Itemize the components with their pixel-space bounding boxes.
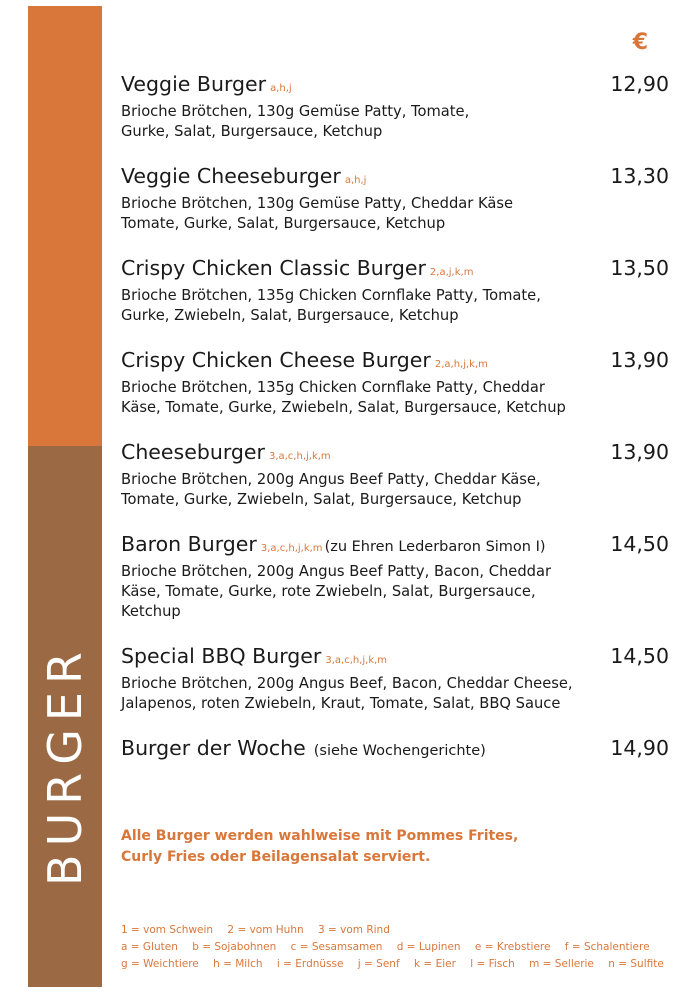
legend-row	[121, 922, 675, 939]
item-description	[121, 562, 591, 622]
legend-entry: b = Sojabohnen	[192, 941, 277, 953]
legend-entry: 2 = vom Huhn	[227, 924, 304, 936]
item-allergens: 2,a,j,k,m	[429, 267, 474, 278]
menu-item	[121, 164, 669, 234]
menu-item	[121, 644, 669, 714]
menu-item	[121, 256, 669, 326]
item-name: Crispy Chicken Cheese Burger	[121, 348, 431, 372]
description-line: Brioche Brötchen, 130g Gemüse Patty, Cheddar Käse	[121, 195, 514, 212]
item-price: 14,50	[610, 644, 669, 668]
item-name: Cheeseburger	[121, 440, 265, 464]
description-line: Brioche Brötchen, 130g Gemüse Patty, Tomate,	[121, 103, 470, 120]
item-description	[121, 470, 591, 510]
description-line: Tomate, Gurke, Zwiebeln, Salat, Burgersauce, Ketchup	[121, 491, 522, 508]
description-line: Brioche Brötchen, 200g Angus Beef Patty, Cheddar Käse,	[121, 471, 541, 488]
legend-entry: d = Lupinen	[396, 941, 461, 953]
sidebar-band-top	[28, 6, 102, 446]
menu-items	[121, 72, 669, 785]
item-description	[121, 378, 591, 418]
legend-entry: c = Sesamsamen	[290, 941, 383, 953]
legend-entry: f = Schalentiere	[564, 941, 650, 953]
menu-item	[121, 348, 669, 418]
legend-entry: i = Erdnüsse	[276, 958, 344, 970]
description-line: Käse, Tomate, Gurke, Zwiebeln, Salat, Burgersauce, Ketchup	[121, 399, 566, 416]
legend-entry: a = Gluten	[121, 941, 178, 953]
sidebar-title: BURGER	[38, 644, 92, 886]
menu-item	[121, 440, 669, 510]
menu-item	[121, 736, 669, 763]
legend-entry: j = Senf	[357, 958, 400, 970]
item-allergens: 2,a,h,j,k,m	[434, 359, 488, 370]
description-line: Gurke, Zwiebeln, Salat, Burgersauce, Ketchup	[121, 307, 459, 324]
description-line: Ketchup	[121, 603, 181, 620]
description-line: Brioche Brötchen, 200g Angus Beef Patty, Bacon, Cheddar	[121, 563, 552, 580]
description-line: Jalapenos, roten Zwiebeln, Kraut, Tomate, Salat, BBQ Sauce	[121, 695, 561, 712]
item-name: Special BBQ Burger	[121, 644, 322, 668]
description-line: Brioche Brötchen, 135g Chicken Cornflake Patty, Cheddar	[121, 379, 545, 396]
item-description	[121, 286, 591, 326]
legend-entry: k = Eier	[414, 958, 456, 970]
item-price: 14,50	[610, 532, 669, 556]
legend-entry: l = Fisch	[470, 958, 515, 970]
menu-item	[121, 72, 669, 142]
menu-item	[121, 532, 669, 622]
item-allergens: a,h,j	[270, 83, 292, 94]
item-description	[121, 194, 591, 234]
item-name: Veggie Burger	[121, 72, 267, 96]
legend-entry: h = Milch	[213, 958, 263, 970]
item-allergens: 3,a,c,h,j,k,m	[268, 451, 331, 462]
legend-row	[121, 939, 675, 956]
item-description	[121, 102, 591, 142]
item-name: Baron Burger	[121, 532, 257, 556]
legend-entry: m = Sellerie	[529, 958, 594, 970]
description-line: Käse, Tomate, Gurke, rote Zwiebeln, Salat, Burgersauce,	[121, 583, 536, 600]
legend-row	[121, 956, 675, 973]
item-note: (zu Ehren Lederbaron Simon I)	[324, 539, 546, 555]
serving-note-line: Alle Burger werden wahlweise mit Pommes Frites,	[121, 828, 519, 844]
allergen-legend	[121, 922, 675, 973]
item-allergens: a,h,j	[344, 175, 367, 186]
item-allergens: 3,a,c,h,j,k,m	[325, 655, 388, 666]
item-note: (siehe Wochengerichte)	[313, 743, 486, 759]
item-name: Veggie Cheeseburger	[121, 164, 341, 188]
legend-entry: n = Sulfite	[608, 958, 664, 970]
item-name: Burger der Woche	[121, 736, 306, 760]
serving-note-line: Curly Fries oder Beilagensalat serviert.	[121, 849, 431, 865]
item-allergens: 3,a,c,h,j,k,m	[260, 543, 323, 554]
legend-entry: g = Weichtiere	[121, 958, 199, 970]
item-price: 12,90	[610, 72, 669, 96]
item-name: Crispy Chicken Classic Burger	[121, 256, 426, 280]
legend-entry: 3 = vom Rind	[317, 924, 390, 936]
currency-symbol: €	[632, 30, 648, 55]
item-price: 13,90	[610, 348, 669, 372]
legend-entry: 1 = vom Schwein	[121, 924, 214, 936]
serving-note	[121, 826, 518, 868]
description-line: Brioche Brötchen, 135g Chicken Cornflake Patty, Tomate,	[121, 287, 541, 304]
item-description	[121, 674, 591, 714]
item-price: 14,90	[610, 736, 669, 760]
description-line: Gurke, Salat, Burgersauce, Ketchup	[121, 123, 383, 140]
item-price: 13,90	[610, 440, 669, 464]
item-price: 13,30	[610, 164, 669, 188]
description-line: Brioche Brötchen, 200g Angus Beef, Bacon, Cheddar Cheese,	[121, 675, 573, 692]
legend-entry: e = Krebstiere	[474, 941, 551, 953]
item-price: 13,50	[610, 256, 669, 280]
description-line: Tomate, Gurke, Salat, Burgersauce, Ketchup	[121, 215, 446, 232]
